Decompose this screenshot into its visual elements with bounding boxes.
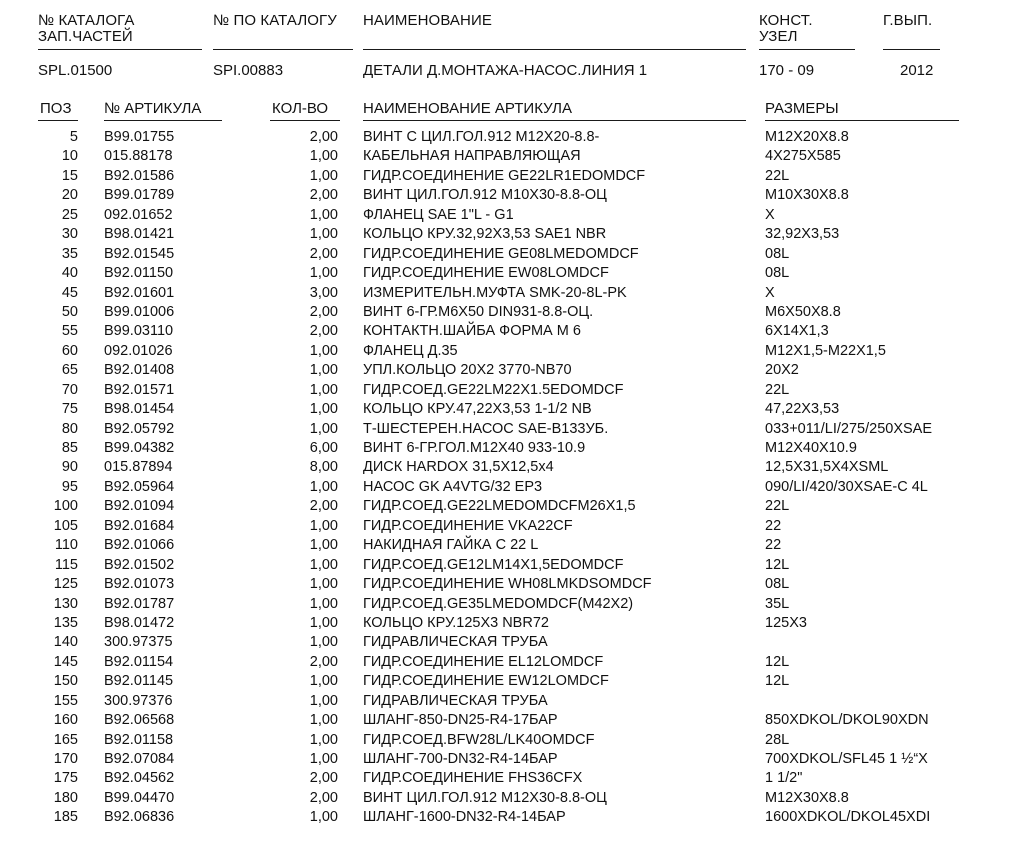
- table-row: [0, 361, 1024, 380]
- row-size: 850XDKOL/DKOL90XDN: [765, 712, 929, 729]
- row-qty: 1,00: [309, 265, 338, 282]
- row-pos: 70: [61, 381, 78, 398]
- row-name: ШЛАНГ-700-DN32-R4-14БАР: [363, 751, 558, 767]
- column-divider-sizes: [765, 120, 959, 121]
- row-pos: 150: [53, 673, 78, 690]
- catalog-number-value: SPL.01500: [38, 62, 113, 79]
- row-article: B92.01571: [104, 381, 175, 398]
- row-qty: 1,00: [309, 206, 338, 223]
- row-pos: 165: [53, 731, 78, 748]
- row-pos: 175: [53, 770, 78, 787]
- row-qty: 1,00: [309, 420, 338, 437]
- row-article: B98.01454: [104, 401, 175, 418]
- row-size: 20X2: [765, 362, 799, 379]
- row-pos: 90: [61, 459, 78, 476]
- row-name: ГИДР.СОЕДИНЕНИЕ WH08LMKDSOMDCF: [363, 576, 652, 593]
- assembly-label-line1: КОНСТ.: [759, 12, 813, 29]
- row-size: 6X14X1,3: [765, 323, 829, 340]
- header-divider-assembly: [759, 49, 855, 50]
- row-pos: 45: [61, 284, 78, 301]
- row-qty: 1,00: [309, 167, 338, 184]
- row-article: B99.01006: [104, 303, 175, 320]
- table-row: [0, 303, 1024, 322]
- row-name: КОЛЬЦО КРУ.47,22X3,53 1-1/2 NB: [363, 401, 592, 418]
- row-qty: 2,00: [309, 770, 338, 787]
- row-size: 32,92X3,53: [765, 226, 840, 243]
- row-size: X: [765, 206, 775, 223]
- row-qty: 1,00: [309, 517, 338, 534]
- row-pos: 75: [61, 401, 78, 418]
- row-size: 12L: [765, 673, 790, 690]
- row-pos: 185: [53, 809, 78, 826]
- row-size: 12,5X31,5X4XSML: [765, 459, 889, 476]
- row-article: B92.01408: [104, 362, 175, 379]
- by-catalog-label: № ПО КАТАЛОГУ: [213, 12, 337, 29]
- column-header-pos: ПОЗ: [40, 100, 72, 117]
- row-pos: 145: [53, 653, 78, 670]
- row-qty: 3,00: [309, 284, 338, 301]
- table-row: [0, 342, 1024, 361]
- row-article: B99.03110: [104, 323, 174, 340]
- row-name: ИЗМЕРИТЕЛЬН.МУФТА SMK-20-8L-PK: [363, 284, 627, 301]
- parts-table: [0, 128, 1024, 828]
- row-qty: 1,00: [309, 576, 338, 593]
- row-size: M12X40X10.9: [765, 440, 857, 456]
- row-article: B92.01094: [104, 498, 175, 515]
- table-row: [0, 731, 1024, 750]
- row-name: ГИДР.СОЕД.GE35LMEDOMDCF(M42X2): [363, 595, 634, 612]
- row-pos: 5: [69, 129, 78, 145]
- row-pos: 125: [53, 576, 78, 593]
- assembly-value: 170 - 09: [759, 62, 815, 79]
- row-article: B98.01472: [104, 614, 175, 631]
- row-pos: 110: [54, 537, 78, 554]
- row-pos: 55: [61, 323, 78, 340]
- row-qty: 1,00: [309, 614, 338, 631]
- row-article: B92.01545: [104, 245, 175, 262]
- table-row: [0, 672, 1024, 691]
- row-size: 22L: [765, 381, 790, 398]
- row-qty: 1,00: [309, 712, 338, 729]
- row-article: B92.06836: [104, 809, 175, 826]
- table-row: [0, 186, 1024, 205]
- row-name: КАБЕЛЬНАЯ НАПРАВЛЯЮЩАЯ: [363, 148, 581, 165]
- name-value: ДЕТАЛИ Д.МОНТАЖА-НАСОС.ЛИНИЯ 1: [363, 62, 648, 79]
- row-size: 35L: [765, 595, 790, 612]
- catalog-number-label-line2: ЗАП.ЧАСТЕЙ: [38, 28, 133, 45]
- row-article: 300.97375: [104, 634, 173, 651]
- row-article: B92.04562: [104, 770, 175, 787]
- row-pos: 65: [61, 362, 78, 379]
- row-qty: 1,00: [309, 692, 338, 709]
- column-divider-article-name: [363, 120, 746, 121]
- row-size: M12X1,5-M22X1,5: [765, 342, 886, 359]
- row-qty: 2,00: [309, 245, 338, 262]
- column-header-sizes: РАЗМЕРЫ: [765, 100, 839, 117]
- row-name: ШЛАНГ-850-DN25-R4-17БАР: [363, 712, 558, 729]
- header-divider-by-catalog: [213, 49, 353, 50]
- row-qty: 1,00: [309, 362, 338, 379]
- row-qty: 1,00: [309, 401, 338, 418]
- table-row: [0, 322, 1024, 341]
- table-row: [0, 808, 1024, 827]
- row-size: 22L: [765, 498, 790, 515]
- table-row: [0, 478, 1024, 497]
- row-article: B92.07084: [104, 751, 175, 767]
- row-pos: 100: [53, 498, 78, 515]
- row-size: 090/LI/420/30XSAE-C 4L: [765, 478, 928, 495]
- table-row: [0, 264, 1024, 283]
- row-pos: 10: [61, 148, 78, 165]
- row-pos: 35: [61, 245, 78, 262]
- row-qty: 2,00: [309, 187, 338, 204]
- row-name: ВИНТ ЦИЛ.ГОЛ.912 M12X30-8.8-ОЦ: [363, 789, 607, 806]
- row-size: 08L: [765, 265, 790, 282]
- year-value: 2012: [900, 62, 934, 79]
- row-name: ГИДР.СОЕДИНЕНИЕ GE22LR1EDOMDCF: [363, 167, 646, 184]
- row-article: B92.05964: [104, 478, 175, 495]
- row-pos: 15: [61, 167, 78, 184]
- table-row: [0, 381, 1024, 400]
- table-row: [0, 167, 1024, 186]
- row-qty: 1,00: [309, 537, 338, 554]
- header-divider-year: [883, 49, 940, 50]
- row-qty: 2,00: [309, 789, 338, 806]
- row-article: 015.87894: [104, 459, 173, 476]
- row-name: ВИНТ 6-ГР.M6X50 DIN931-8.8-ОЦ.: [363, 303, 594, 320]
- row-size: 4X275X585: [765, 148, 841, 165]
- row-pos: 80: [61, 420, 78, 437]
- row-article: B92.01684: [104, 517, 175, 534]
- row-size: 125X3: [765, 614, 807, 631]
- assembly-label-line2: УЗЕЛ: [759, 28, 798, 45]
- row-size: M12X20X8.8: [765, 129, 849, 145]
- row-qty: 1,00: [309, 381, 338, 398]
- row-name: ВИНТ ЦИЛ.ГОЛ.912 M10X30-8.8-ОЦ: [363, 187, 607, 204]
- row-article: B92.01066: [104, 537, 175, 554]
- assembly-label: [759, 13, 813, 45]
- table-row: [0, 420, 1024, 439]
- column-divider-pos: [38, 120, 78, 121]
- row-qty: 2,00: [309, 303, 338, 320]
- row-pos: 25: [61, 206, 78, 223]
- table-row: [0, 147, 1024, 166]
- row-pos: 95: [61, 478, 78, 495]
- row-size: 47,22X3,53: [765, 401, 840, 418]
- column-header-qty: КОЛ-ВО: [272, 100, 329, 117]
- row-qty: 1,00: [309, 751, 338, 767]
- table-row: [0, 517, 1024, 536]
- row-article: B92.01145: [104, 673, 174, 690]
- row-qty: 1,00: [309, 809, 338, 826]
- row-pos: 170: [53, 751, 78, 767]
- row-article: B92.01158: [104, 731, 174, 748]
- row-article: B92.01601: [104, 284, 175, 301]
- row-qty: 2,00: [309, 498, 338, 515]
- row-size: 08L: [765, 245, 790, 262]
- table-row: [0, 206, 1024, 225]
- header-divider-name: [363, 49, 746, 50]
- row-qty: 1,00: [309, 342, 338, 359]
- table-row: [0, 556, 1024, 575]
- catalog-number-label: [38, 13, 134, 45]
- row-qty: 2,00: [309, 653, 338, 670]
- row-size: X: [765, 284, 775, 301]
- row-article: B99.01789: [104, 187, 175, 204]
- row-size: 1 1/2": [765, 770, 803, 787]
- row-name: НАКИДНАЯ ГАЙКА С 22 L: [363, 537, 539, 554]
- row-size: 12L: [765, 653, 790, 670]
- row-name: ГИДР.СОЕДИНЕНИЕ EL12LOMDCF: [363, 653, 604, 670]
- row-qty: 1,00: [309, 226, 338, 243]
- row-pos: 160: [53, 712, 78, 729]
- table-row: [0, 614, 1024, 633]
- row-name: ГИДР.СОЕДИНЕНИЕ EW08LOMDCF: [363, 265, 609, 282]
- row-name: КОНТАКТН.ШАЙБА ФОРМА M 6: [363, 323, 581, 340]
- row-size: 22: [765, 537, 782, 554]
- column-divider-qty: [270, 120, 340, 121]
- row-size: 12L: [765, 556, 790, 573]
- row-size: 28L: [765, 731, 790, 748]
- table-row: [0, 245, 1024, 264]
- row-pos: 155: [53, 692, 78, 709]
- row-size: 1600XDKOL/DKOL45XDI: [765, 809, 931, 826]
- row-qty: 1,00: [309, 731, 338, 748]
- by-catalog-value: SPI.00883: [213, 62, 284, 79]
- row-size: 22: [765, 517, 782, 534]
- table-row: [0, 789, 1024, 808]
- row-name: ДИСК HARDOX 31,5X12,5x4: [363, 459, 554, 476]
- table-row: [0, 575, 1024, 594]
- name-label: НАИМЕНОВАНИЕ: [363, 12, 492, 29]
- row-name: КОЛЬЦО КРУ.125X3 NBR72: [363, 614, 549, 631]
- row-pos: 40: [61, 265, 78, 282]
- row-name: ГИДР.СОЕДИНЕНИЕ GE08LMEDOMDCF: [363, 245, 639, 262]
- row-pos: 50: [61, 303, 78, 320]
- table-row: [0, 692, 1024, 711]
- row-pos: 85: [61, 440, 78, 456]
- row-article: B92.01154: [104, 653, 174, 670]
- table-row: [0, 653, 1024, 672]
- row-name: ШЛАНГ-1600-DN32-R4-14БАР: [363, 809, 566, 826]
- row-pos: 60: [61, 342, 78, 359]
- row-name: ГИДР.СОЕД.BFW28L/LK40OMDCF: [363, 731, 595, 748]
- row-size: M10X30X8.8: [765, 187, 849, 204]
- row-name: ГИДР.СОЕД.GE22LMEDOMDCFM26X1,5: [363, 498, 636, 515]
- table-row: [0, 750, 1024, 769]
- row-name: ГИДР.СОЕД.GE22LM22X1.5EDOMDCF: [363, 381, 624, 398]
- row-size: 22L: [765, 167, 790, 184]
- row-article: 092.01026: [104, 342, 173, 359]
- row-article: B99.04470: [104, 789, 175, 806]
- row-article: B92.01586: [104, 167, 175, 184]
- row-article: B98.01421: [104, 226, 175, 243]
- table-row: [0, 284, 1024, 303]
- row-qty: 1,00: [309, 634, 338, 651]
- row-name: ГИДР.СОЕДИНЕНИЕ EW12LOMDCF: [363, 673, 609, 690]
- row-name: ГИДРАВЛИЧЕСКАЯ ТРУБА: [363, 692, 548, 709]
- row-name: ВИНТ С ЦИЛ.ГОЛ.912 M12X20-8.8-: [363, 129, 600, 145]
- table-row: [0, 536, 1024, 555]
- row-pos: 20: [61, 187, 78, 204]
- row-name: КОЛЬЦО КРУ.32,92X3,53 SAE1 NBR: [363, 226, 607, 243]
- row-qty: 1,00: [309, 595, 338, 612]
- row-article: B92.01150: [104, 265, 174, 282]
- row-name: ГИДР.СОЕДИНЕНИЕ FHS36CFX: [363, 770, 583, 787]
- table-row: [0, 128, 1024, 147]
- row-article: B99.01755: [104, 129, 175, 145]
- header-divider-catalog: [38, 49, 202, 50]
- column-header-article-name: НАИМЕНОВАНИЕ АРТИКУЛА: [363, 100, 572, 117]
- row-article: B92.01073: [104, 576, 175, 593]
- row-qty: 1,00: [309, 556, 338, 573]
- column-header-article: № АРТИКУЛА: [104, 100, 202, 117]
- table-row: [0, 225, 1024, 244]
- table-row: [0, 633, 1024, 652]
- row-qty: 6,00: [309, 440, 338, 456]
- table-row: [0, 595, 1024, 614]
- row-pos: 135: [53, 614, 78, 631]
- table-row: [0, 497, 1024, 516]
- row-qty: 8,00: [309, 459, 338, 476]
- row-article: B92.06568: [104, 712, 175, 729]
- table-row: [0, 711, 1024, 730]
- row-size: 08L: [765, 576, 790, 593]
- row-article: B92.05792: [104, 420, 175, 437]
- row-size: M6X50X8.8: [765, 303, 841, 320]
- row-pos: 105: [53, 517, 78, 534]
- row-name: ВИНТ 6-ГР.ГОЛ.M12X40 933-10.9: [363, 440, 586, 456]
- column-divider-article: [104, 120, 222, 121]
- row-article: 092.01652: [104, 206, 173, 223]
- row-pos: 180: [53, 789, 78, 806]
- catalog-number-label-line1: № КАТАЛОГА: [38, 12, 135, 29]
- row-name: ФЛАНЕЦ SAE 1"L - G1: [363, 206, 514, 223]
- row-pos: 30: [61, 226, 78, 243]
- row-size: 033+011/LI/275/250XSAE: [765, 420, 933, 437]
- row-name: ГИДРАВЛИЧЕСКАЯ ТРУБА: [363, 634, 548, 651]
- row-pos: 115: [54, 556, 78, 573]
- row-pos: 130: [53, 595, 78, 612]
- row-article: B99.04382: [104, 440, 175, 456]
- year-label: Г.ВЫП.: [883, 12, 933, 29]
- row-name: НАСОС GK A4VTG/32 EP3: [363, 478, 543, 495]
- row-qty: 1,00: [309, 148, 338, 165]
- table-row: [0, 769, 1024, 788]
- row-qty: 1,00: [309, 673, 338, 690]
- row-qty: 1,00: [309, 478, 338, 495]
- row-name: Т-ШЕСТЕРЕН.НАСОС SAE-B133УБ.: [363, 420, 609, 437]
- table-row: [0, 439, 1024, 458]
- row-name: ГИДР.СОЕД.GE12LM14X1,5EDOMDCF: [363, 556, 624, 573]
- table-row: [0, 400, 1024, 419]
- row-name: УПЛ.КОЛЬЦО 20X2 3770-NB70: [363, 362, 572, 379]
- row-article: B92.01787: [104, 595, 175, 612]
- row-size: 700XDKOL/SFL45 1 ½“X: [765, 751, 928, 767]
- row-article: 300.97376: [104, 692, 173, 709]
- row-name: ГИДР.СОЕДИНЕНИЕ VKA22CF: [363, 517, 573, 534]
- row-pos: 140: [53, 634, 78, 651]
- row-qty: 2,00: [309, 129, 338, 145]
- row-article: B92.01502: [104, 556, 175, 573]
- row-article: 015.88178: [104, 148, 173, 165]
- row-name: ФЛАНЕЦ Д.35: [363, 342, 458, 359]
- row-size: M12X30X8.8: [765, 789, 849, 806]
- row-qty: 2,00: [309, 323, 338, 340]
- table-row: [0, 458, 1024, 477]
